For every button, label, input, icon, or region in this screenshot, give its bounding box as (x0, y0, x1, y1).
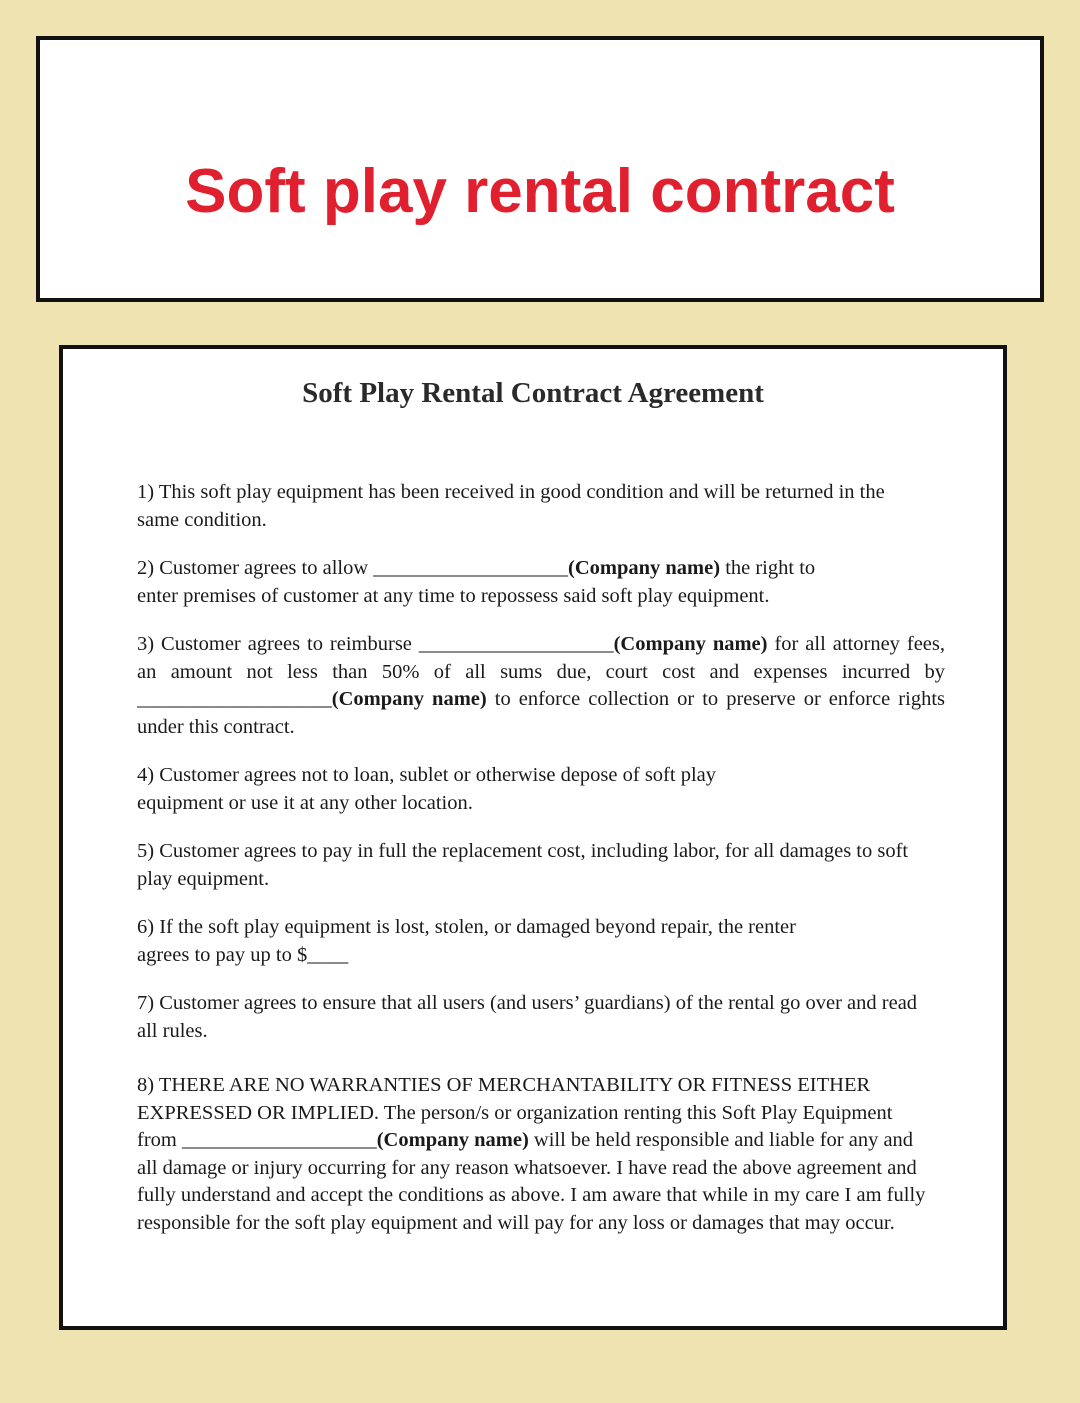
company-name-placeholder: (Company name) (613, 633, 768, 655)
clause-7 (137, 990, 927, 1045)
clause-3-text-b: for all attorney fees, an amount not less than 50% of all sums due, court cost and expenses incurred by ___________________ (137, 633, 945, 710)
clause-1-text: 1) This soft play equipment has been received in good condition and will be returned in the same condition. (137, 481, 885, 531)
clause-3-text-a: 3) Customer agrees to reimburse ___________________ (137, 633, 614, 655)
clause-3-text-c: to enforce collection or to preserve or enforce rights under this contract. (137, 688, 945, 738)
clause-6-text: 6) If the soft play equipment is lost, stolen, or damaged beyond repair, the renter agrees to pay up to $____ (137, 916, 796, 966)
clause-2-text-a: 2) Customer agrees to allow ___________________ (137, 557, 569, 579)
clause-7-text: 7) Customer agrees to ensure that all users (and users’ guardians) of the rental go over and read all rules. (137, 992, 918, 1042)
clause-8-text-a: 8) THERE ARE NO WARRANTIES OF MERCHANTABILITY OR FITNESS EITHER EXPRESSED OR IMPLIED. The person/s or organization renting this Soft Play Equipment from ___________________ (137, 1074, 893, 1151)
clause-4 (137, 762, 787, 817)
clause-list (137, 479, 945, 1258)
clause-4-text: 4) Customer agrees not to loan, sublet or otherwise depose of soft play equipment or use it at any other location. (137, 764, 716, 814)
clause-3 (137, 631, 945, 741)
company-name-placeholder: (Company name) (568, 557, 721, 579)
clause-5-text: 5) Customer agrees to pay in full the replacement cost, including labor, for all damages to soft play equipment. (137, 840, 909, 890)
clause-5 (137, 838, 945, 893)
document-title: Soft Play Rental Contract Agreement (302, 377, 764, 409)
banner-title: Soft play rental contract (185, 157, 895, 226)
title-banner (36, 36, 1044, 302)
company-name-placeholder: (Company name) (331, 688, 487, 710)
company-name-placeholder: (Company name) (376, 1129, 529, 1151)
contract-document (59, 345, 1007, 1330)
clause-2 (137, 555, 817, 610)
clause-6 (137, 914, 817, 969)
clause-8-text-b: will be held responsible and liable for any and all damage or injury occurring for any reason whatsoever. I have read the above agreement and fully understand and accept the conditions as above. I am aware that while in my care I am fully responsible for the soft play equipment and will pay for any loss or damages that may occur. (137, 1129, 926, 1234)
clause-2-text-b: the right to enter premises of customer at any time to repossess said soft play equipment. (137, 557, 816, 607)
clause-8 (137, 1072, 937, 1237)
clause-1 (137, 479, 927, 534)
